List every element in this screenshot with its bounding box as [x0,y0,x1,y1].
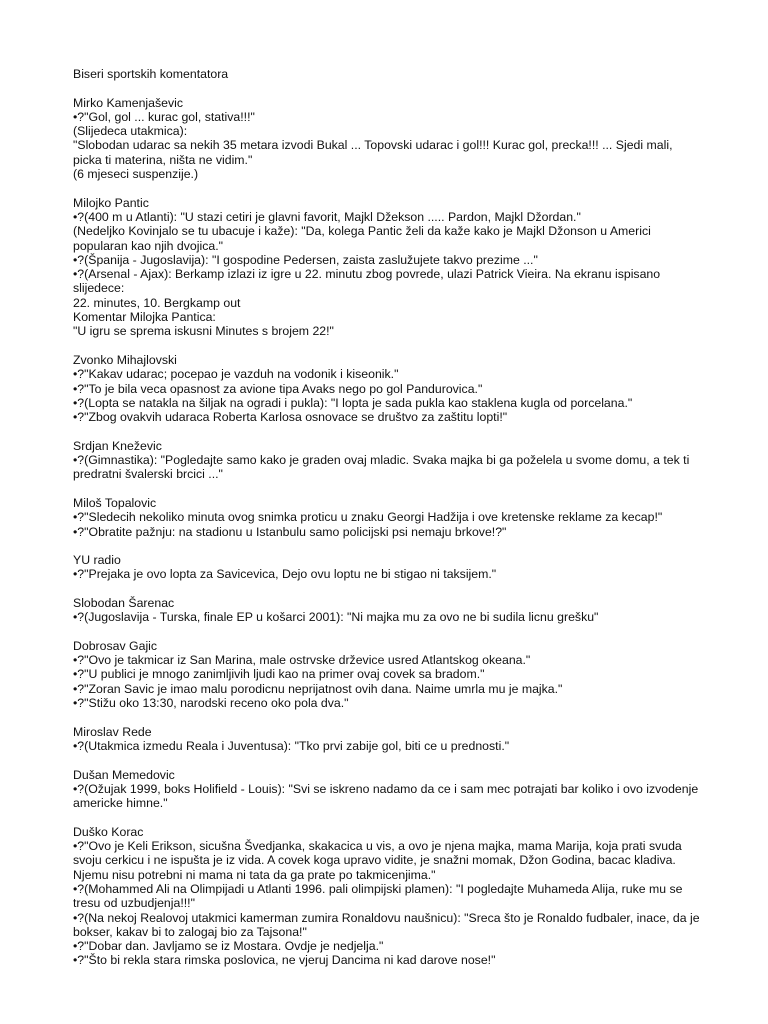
quote-line: •?"Sledecih nekoliko minuta ovog snimka proticu u znaku Georgi Hadžija i ove kretenske reklame za kecap!" [73,510,663,525]
quote-line: •?(Utakmica izmedu Reala i Juventusa): "Tko prvi zabije gol, biti ce u prednosti." [73,738,510,753]
commentator-section [73,825,703,968]
commentator-section [73,353,703,424]
quote-line: •?"Prejaka je ovo lopta za Savicevica, Dejo ovu loptu ne bi stigao ni taksijem." [73,567,497,582]
quote-line: (Slijedeca utakmica): [73,124,188,139]
commentator-name: Duško Korac [73,824,144,839]
quote-line: •?"To je bila veca opasnost za avione tipa Avaks nego po gol Pandurovica." [73,381,483,396]
quote-line: •?"Ovo je Keli Erikson, sicušna Švedjanka, skakacica u vis, a ovo je njena majka, mama Marija, koja prati svuda svoju cerkicu i ne ispušta je iz vida. A covek koga upravo vidite, je snažni momak, Džon Godina, bacac kladiva. Njemu nisu potrebni ni mama ni tata da ga prate po takmicenjima." [73,839,682,882]
commentator-section [73,96,703,182]
quote-line: •?"Ovo je takmicar iz San Marina, male ostrvske drževice usred Atlantskog okeana." [73,653,531,668]
quote-line: •?"Obratite pažnju: na stadionu u Istanbulu samo policijski psi nemaju brkove!?" [73,524,507,539]
commentator-name: Zvonko Mihajlovski [73,352,177,367]
quote-line: •?"Dobar dan. Javljamo se iz Mostara. Ovdje je nedjelja." [73,939,384,954]
quote-line: •?(Lopta se natakla na šiljak na ogradi i pukla): "I lopta je sada pukla kao staklena kugla od porcelana." [73,395,633,410]
commentator-name: Milojko Pantic [73,195,149,210]
quote-line: (Nedeljko Kovinjalo se tu ubacuje i kaže): "Da, kolega Pantic želi da kaže kako je Majkl Džonson u Americi popularan kao njih dvojica." [73,224,651,253]
quote-line: Komentar Milojka Pantica: [73,310,216,325]
quote-line: 22. minutes, 10. Bergkamp out [73,295,241,310]
commentator-section [73,496,703,539]
commentator-section [73,725,703,754]
commentator-section [73,196,703,339]
commentator-section [73,596,703,625]
commentator-section [73,439,703,482]
commentator-section [73,768,703,811]
commentator-name: Miloš Topalovic [73,495,157,510]
quote-line: •?"Zoran Savic je imao malu porodicnu neprijatnost ovih dana. Naime umrla mu je majka." [73,681,563,696]
quote-line: •?(400 m u Atlanti): "U stazi cetiri je glavni favorit, Majkl Džekson ..... Pardon, Majkl Džordan." [73,209,581,224]
quote-line: •?"Što bi rekla stara rimska poslovica, ne vjeruj Dancima ni kad darove nose!" [73,953,496,968]
quote-line: •?(Gimnastika): "Pogledajte samo kako je graden ovaj mladic. Svaka majka bi ga poželela u svome domu, a tek ti predratni švalerski brcici ..." [73,453,690,482]
quote-line: •?(Arsenal - Ajax): Berkamp izlazi iz igre u 22. minutu zbog povrede, ulazi Patrick Vieira. Na ekranu ispisano slijedece: [73,267,661,296]
commentator-section [73,553,703,582]
quote-line: •?(Mohammed Ali na Olimpijadi u Atlanti 1996. pali olimpijski plamen): "I pogledajte Muhameda Alija, ruke mu se tresu od uzbudjenja!!!" [73,881,683,911]
quote-line: (6 mjeseci suspenzije.) [73,167,199,182]
quote-line: •?"Stižu oko 13:30, narodski receno oko pola dva." [73,696,349,711]
quote-line: •?"Zbog ovakvih udaraca Roberta Karlosa osnovace se društvo za zaštitu lopti!" [73,410,508,425]
quote-line: "Slobodan udarac sa nekih 35 metara izvodi Bukal ... Topovski udarac i gol!!! Kurac gol, precka!!! ... Sjedi mali, picka ti materina, ništa ne vidim." [73,138,673,167]
quote-line: •?(Španija - Jugoslavija): "I gospodine Pedersen, zaista zaslužujete takvo prezime ..." [73,252,538,267]
commentator-section [73,639,703,710]
document-page [73,67,703,982]
commentator-name: YU radio [73,553,121,568]
commentator-name: Srdjan Kneževic [73,438,162,453]
quote-line: •?"U publici je mnogo zanimljivih ljudi kao na primer ovaj covek sa bradom." [73,667,485,682]
sections-container [73,96,703,968]
commentator-name: Slobodan Šarenac [73,595,175,610]
document-title: Biseri sportskih komentatora [73,67,229,81]
quote-line: •?(Na nekoj Realovoj utakmici kamerman zumira Ronaldovu naušnicu): "Sreca što je Ronaldo fudbaler, inace, da je bokser, kakav bi to zalogaj bio za Tajsona!" [73,910,700,939]
commentator-name: Dobrosav Gajic [73,638,158,653]
commentator-name: Miroslav Rede [73,724,152,739]
commentator-name: Dušan Memedovic [73,767,175,782]
commentator-name: Mirko Kamenjaševic [73,95,184,110]
quote-line: •?"Gol, gol ... kurac gol, stativa!!!" [73,109,255,124]
quote-line: •?"Kakav udarac; pocepao je vazduh na vodonik i kiseonik." [73,367,399,382]
quote-line: •?(Ožujak 1999, boks Holifield - Louis): "Svi se iskreno nadamo da ce i sam mec potrajati bar koliko i ovo izvodenje americke himne." [73,781,699,811]
quote-line: •?(Jugoslavija - Turska, finale EP u košarci 2001): "Ni majka mu za ovo ne bi sudila licnu grešku" [73,610,599,625]
quote-line: "U igru se sprema iskusni Minutes s brojem 22!" [73,324,334,339]
